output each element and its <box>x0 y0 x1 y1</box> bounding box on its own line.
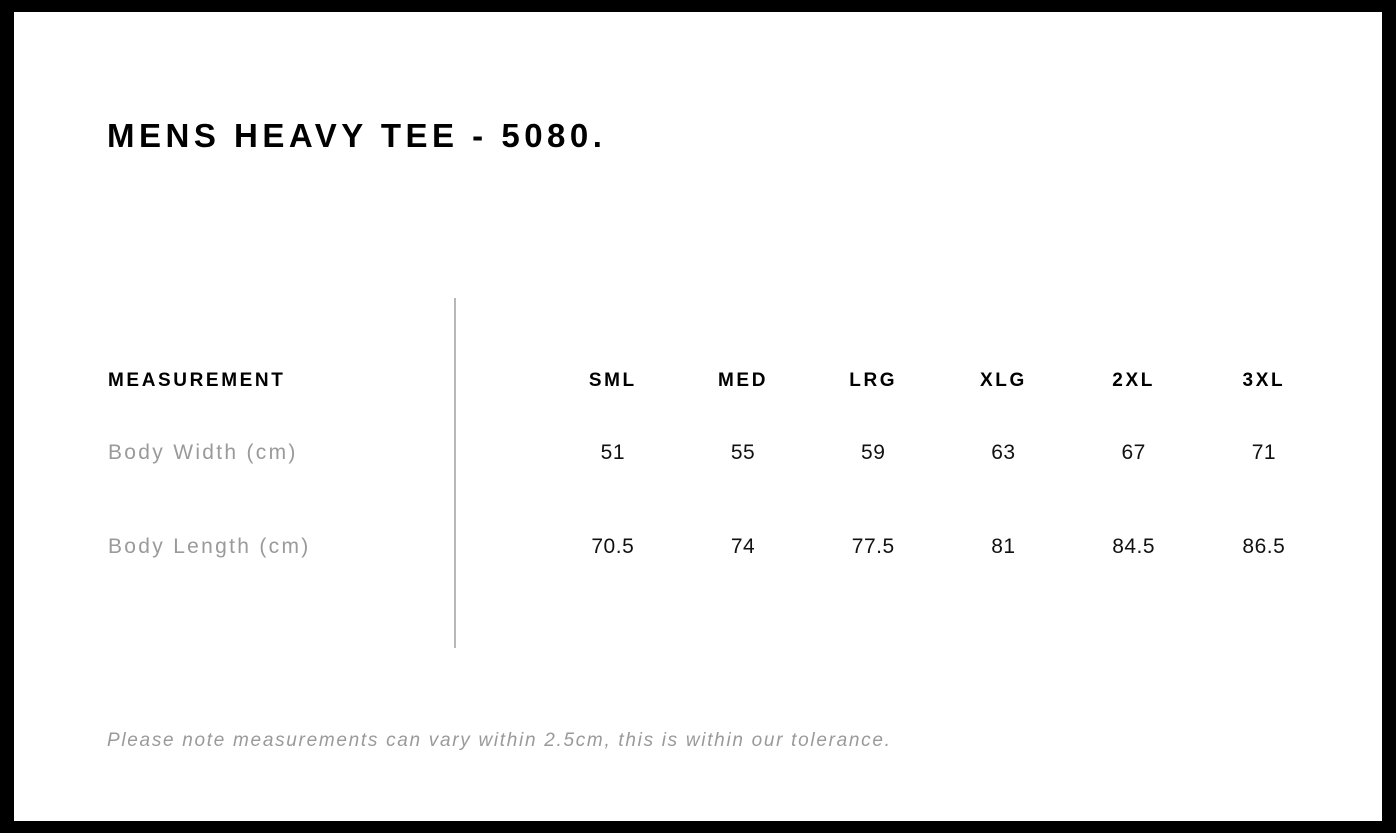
table-cell: 55 <box>730 441 756 464</box>
table-row <box>107 406 1329 500</box>
row-label: Body Length (cm) <box>108 535 311 558</box>
column-header-size: XLG <box>980 370 1027 391</box>
table-cell: 67 <box>1121 441 1146 464</box>
table-header-row <box>107 356 1329 406</box>
column-header-size: LRG <box>849 370 898 391</box>
row-label: Body Width (cm) <box>108 441 298 464</box>
table-cell: 81 <box>991 535 1016 558</box>
column-header-size: SML <box>588 370 637 391</box>
size-chart-card <box>14 12 1382 821</box>
table-cell: 71 <box>1251 441 1277 464</box>
column-header-measurement: MEASUREMENT <box>108 370 286 391</box>
column-header-size: MED <box>718 370 769 391</box>
table-cell: 63 <box>991 441 1016 464</box>
table-cell: 59 <box>861 441 886 464</box>
table-cell: 86.5 <box>1242 535 1286 558</box>
table-cell: 77.5 <box>851 535 895 558</box>
table-row <box>107 500 1329 594</box>
table-cell: 70.5 <box>591 535 635 558</box>
tolerance-note: Please note measurements can vary within 2.5cm, this is within our tolerance. <box>107 730 892 751</box>
table-cell: 74 <box>730 535 756 558</box>
table-cell: 84.5 <box>1112 535 1156 558</box>
table-cell: 51 <box>600 441 625 464</box>
column-header-size: 2XL <box>1112 370 1155 391</box>
page-title: MENS HEAVY TEE - 5080. <box>107 117 607 154</box>
size-chart-table <box>107 356 1329 594</box>
column-header-size: 3XL <box>1242 370 1286 391</box>
